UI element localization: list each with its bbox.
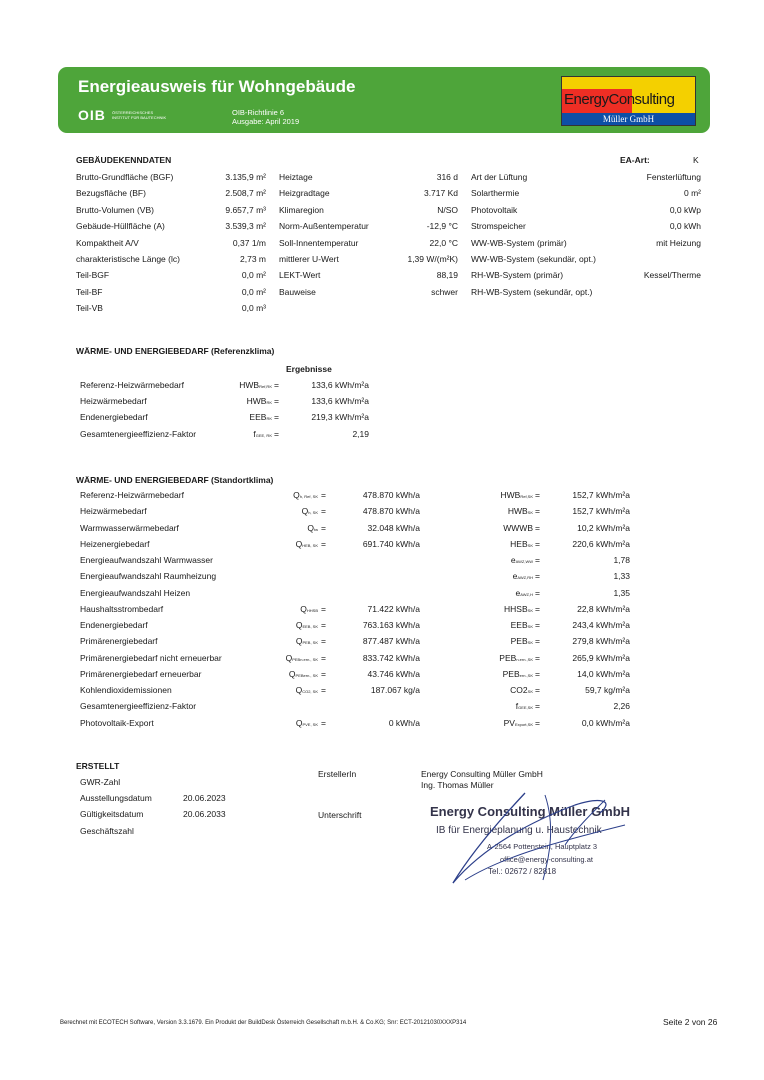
data-label: Stromspeicher: [471, 221, 526, 232]
result-label: Referenz-Heizwärmebedarf: [80, 380, 184, 390]
result-value: 219,3 kWh/m²a: [311, 412, 369, 423]
data-label: Heizgradtage: [279, 188, 330, 199]
q-symbol: Qh, SK: [301, 506, 318, 517]
q-symbol: QPEBn.ern., SK: [285, 652, 318, 663]
specific-value: 152,7 kWh/m²a: [572, 490, 630, 500]
data-label: Art der Lüftung: [471, 172, 528, 182]
result-symbol: HWBRK: [246, 396, 272, 407]
data-value: 3.135,9 m²: [225, 172, 266, 182]
data-value: 88,19: [436, 270, 458, 281]
specific-value: 265,9 kWh/m²a: [572, 652, 630, 663]
result-symbol: fGEE, RK: [253, 428, 272, 439]
q-symbol: QEEB, SK: [295, 620, 318, 630]
result-label: Heizwärmebedarf: [80, 396, 147, 407]
q-symbol: QHEB, SK: [295, 538, 318, 549]
equals-sign: =: [274, 412, 279, 423]
specific-symbol: eAWZ,WW: [510, 555, 533, 565]
specific-value: 1,35: [613, 587, 630, 598]
q-symbol: Qh, Ref, SK: [293, 490, 318, 500]
q-value: 0 kWh/a: [388, 717, 420, 728]
equals-sign: =: [535, 538, 540, 549]
equals-sign: =: [535, 620, 540, 630]
data-label: Teil-VB: [76, 303, 103, 314]
equals-sign: =: [535, 555, 540, 565]
result-label: Referenz-Heizwärmebedarf: [80, 490, 184, 500]
result-label: Haushaltsstrombedarf: [80, 603, 164, 614]
q-value: 763.163 kWh/a: [362, 620, 420, 630]
data-value: 0,0 m²: [241, 270, 266, 281]
equals-sign: =: [321, 603, 326, 614]
data-value: 0,0 kWp: [669, 204, 701, 215]
q-symbol: Qtw: [307, 522, 318, 533]
result-label: Heizwärmebedarf: [80, 506, 147, 517]
equals-sign: =: [321, 685, 326, 695]
page-number: Seite 2 von 26: [663, 1017, 718, 1027]
unterschrift-label: Unterschrift: [318, 810, 362, 820]
result-label: Primärenergiebedarf: [80, 636, 158, 647]
equals-sign: =: [535, 701, 540, 712]
ersteller-name: Energy Consulting Müller GmbH: [421, 769, 543, 779]
data-value: 9.657,7 m³: [225, 204, 266, 215]
ersteller-person: Ing. Thomas Müller: [421, 780, 494, 790]
result-label: Gesamtenergieeffizienz-Faktor: [80, 428, 197, 439]
specific-value: 152,7 kWh/m²a: [572, 506, 630, 517]
data-value: -12,9 °C: [426, 221, 458, 232]
data-label: Bauweise: [279, 286, 316, 297]
section-title-erstellt: ERSTELLT: [76, 761, 120, 771]
equals-sign: =: [274, 428, 279, 439]
data-value: 0 m²: [684, 188, 701, 199]
equals-sign: =: [274, 380, 279, 390]
equals-sign: =: [321, 490, 326, 500]
equals-sign: =: [535, 668, 540, 679]
erstellt-value: 20.06.2023: [183, 793, 226, 804]
result-value: 2,19: [352, 428, 369, 439]
result-value: 133,6 kWh/m²a: [311, 380, 369, 390]
specific-value: 0,0 kWh/m²a: [581, 717, 630, 728]
equals-sign: =: [535, 506, 540, 517]
ea-art-value: K: [693, 155, 699, 165]
data-label: charakteristische Länge (lc): [76, 254, 180, 264]
data-value: 22,0 °C: [429, 237, 458, 248]
data-label: RH-WB-System (sekundär, opt.): [471, 286, 593, 297]
result-label: Photovoltaik-Export: [80, 717, 154, 728]
specific-value: 279,8 kWh/m²a: [572, 636, 630, 647]
result-value: 133,6 kWh/m²a: [311, 396, 369, 407]
equals-sign: =: [535, 636, 540, 647]
q-value: 833.742 kWh/a: [362, 652, 420, 663]
data-label: WW-WB-System (primär): [471, 237, 567, 248]
q-value: 43.746 kWh/a: [367, 668, 420, 679]
company-logo: EnergyConsulting Müller GmbH: [561, 76, 696, 126]
data-value: 0,0 m²: [241, 286, 266, 297]
data-value: Kessel/Therme: [643, 270, 701, 281]
ergebnisse-heading: Ergebnisse: [286, 364, 332, 374]
data-value: schwer: [431, 286, 458, 297]
specific-value: 243,4 kWh/m²a: [572, 620, 630, 630]
result-label: Energieaufwandszahl Raumheizung: [80, 571, 217, 582]
specific-symbol: PEBSK: [510, 636, 533, 647]
specific-value: 59,7 kg/m²a: [585, 685, 630, 695]
data-value: 1,39 W/(m²K): [407, 254, 458, 264]
stamp-email: office@energy-consulting.at: [500, 855, 593, 864]
equals-sign: =: [535, 685, 540, 695]
q-value: 691.740 kWh/a: [362, 538, 420, 549]
result-label: Endenergiebedarf: [80, 620, 148, 630]
data-label: Brutto-Grundfläche (BGF): [76, 172, 174, 182]
specific-symbol: WWWB: [503, 522, 533, 533]
data-value: 2,73 m: [240, 254, 266, 264]
specific-value: 14,0 kWh/m²a: [577, 668, 630, 679]
data-value: 3.539,3 m²: [225, 221, 266, 232]
data-label: Heiztage: [279, 172, 313, 182]
specific-symbol: PVExport,SK: [503, 717, 533, 728]
specific-symbol: eAWZ,H: [515, 587, 533, 598]
equals-sign: =: [535, 652, 540, 663]
data-label: Kompaktheit A/V: [76, 237, 139, 248]
specific-symbol: eAWZ,RH: [512, 571, 533, 582]
erstellt-label: Geschäftszahl: [80, 825, 134, 836]
data-value: 2.508,7 m²: [225, 188, 266, 199]
result-label: Warmwasserwärmebedarf: [80, 522, 179, 533]
equals-sign: =: [535, 522, 540, 533]
specific-value: 1,78: [613, 555, 630, 565]
equals-sign: =: [535, 603, 540, 614]
data-value: mit Heizung: [656, 237, 701, 248]
oib-logo: OIB: [78, 107, 106, 123]
oib-institute: ÖSTERREICHISCHES INSTITUT FÜR BAUTECHNIK: [112, 110, 167, 120]
data-label: Gebäude-Hüllfläche (A): [76, 221, 165, 232]
q-value: 877.487 kWh/a: [362, 636, 420, 647]
data-label: Photovoltaik: [471, 204, 518, 215]
specific-symbol: HEBSK: [510, 538, 533, 549]
data-label: Norm-Außentemperatur: [279, 221, 369, 232]
stamp-address: A-2564 Pottenstein, Hauptplatz 3: [487, 842, 598, 851]
data-label: Brutto-Volumen (VB): [76, 204, 154, 215]
q-value: 32.048 kWh/a: [367, 522, 420, 533]
result-label: Gesamtenergieeffizienz-Faktor: [80, 701, 197, 712]
equals-sign: =: [321, 668, 326, 679]
data-value: 316 d: [436, 172, 458, 182]
data-label: Klimaregion: [279, 204, 324, 215]
equals-sign: =: [321, 717, 326, 728]
data-value: 0,37 1/m: [232, 237, 266, 248]
ersteller-label: ErstellerIn: [318, 769, 357, 779]
stamp-phone: Tel.: 02672 / 82818: [488, 867, 557, 876]
equals-sign: =: [321, 636, 326, 647]
result-label: Endenergiebedarf: [80, 412, 148, 423]
ea-art-label: EA-Art:: [620, 155, 650, 165]
result-label: Heizenergiebedarf: [80, 538, 150, 549]
data-label: LEKT-Wert: [279, 270, 321, 281]
equals-sign: =: [321, 652, 326, 663]
result-symbol: EEBRK: [249, 412, 272, 423]
data-label: Teil-BGF: [76, 270, 110, 281]
data-label: Bezugsfläche (BF): [76, 188, 146, 199]
q-symbol: QPEBern., SK: [288, 668, 318, 679]
specific-value: 22,8 kWh/m²a: [577, 603, 630, 614]
data-value: Fensterlüftung: [646, 172, 701, 182]
equals-sign: =: [321, 620, 326, 630]
stamp-line2: IB für Energieplanung u. Haustechnik: [436, 825, 602, 836]
handwritten-signature: [425, 785, 635, 890]
q-value: 478.870 kWh/a: [362, 506, 420, 517]
erstellt-label: Ausstellungsdatum: [80, 793, 152, 804]
data-value: 0,0 m³: [241, 303, 266, 314]
specific-value: 10,2 kWh/m²a: [577, 522, 630, 533]
equals-sign: =: [535, 490, 540, 500]
q-value: 187.067 kg/a: [370, 685, 420, 695]
section-title-referenzklima: WÄRME- UND ENERGIEBEDARF (Referenzklima): [76, 346, 275, 356]
result-label: Primärenergiebedarf nicht erneuerbar: [80, 652, 222, 663]
specific-symbol: PEBn.ern.,SK: [499, 652, 533, 663]
data-label: RH-WB-System (primär): [471, 270, 564, 281]
equals-sign: =: [535, 571, 540, 582]
equals-sign: =: [535, 717, 540, 728]
result-label: Kohlendioxidemissionen: [80, 685, 172, 695]
q-symbol: QPVE, SK: [295, 717, 318, 728]
q-value: 71.422 kWh/a: [367, 603, 420, 614]
q-symbol: QPEB, SK: [295, 636, 318, 647]
result-label: Energieaufwandszahl Warmwasser: [80, 555, 213, 565]
equals-sign: =: [274, 396, 279, 407]
erstellt-value: 20.06.2033: [183, 809, 226, 820]
footer-software-note: Berechnet mit ECOTECH Software, Version 3.3.1679. Ein Produkt der BuildDesk Österreich Gesellschaft m.b.H. & Co.KG; Snr: ECT-20121030XXXP314: [60, 1020, 467, 1026]
specific-symbol: HWBRef,SK: [500, 490, 533, 500]
erstellt-label: Gültigkeitsdatum: [80, 809, 144, 820]
section-title-standortklima: WÄRME- UND ENERGIEBEDARF (Standortklima): [76, 475, 274, 485]
equals-sign: =: [321, 522, 326, 533]
data-label: WW-WB-System (sekundär, opt.): [471, 254, 597, 264]
specific-symbol: CO2SK: [510, 685, 533, 695]
data-label: Solarthermie: [471, 188, 520, 199]
section-title-gebaeudekenndaten: GEBÄUDEKENNDATEN: [76, 155, 172, 165]
result-label: Primärenergiebedarf erneuerbar: [80, 668, 202, 679]
specific-symbol: HHSBSK: [504, 603, 533, 614]
data-value: N/SO: [437, 204, 458, 215]
data-label: Teil-BF: [76, 286, 103, 297]
result-label: Energieaufwandszahl Heizen: [80, 587, 191, 598]
document-title: Energieausweis für Wohngebäude: [78, 77, 356, 96]
equals-sign: =: [535, 587, 540, 598]
specific-symbol: fGEE,SK: [515, 701, 533, 712]
equals-sign: =: [321, 506, 326, 517]
data-value: 0,0 kWh: [669, 221, 701, 232]
specific-symbol: EEBSK: [510, 620, 533, 630]
q-value: 478.870 kWh/a: [362, 490, 420, 500]
data-value: 3.717 Kd: [423, 188, 458, 199]
specific-value: 1,33: [613, 571, 630, 582]
specific-symbol: HWBSK: [507, 506, 533, 517]
equals-sign: =: [321, 538, 326, 549]
result-symbol: HWBRef,RK: [239, 380, 272, 390]
q-symbol: QHHSB: [300, 603, 318, 614]
oib-richtlinie: OIB-Richtlinie 6 Ausgabe: April 2019: [232, 108, 300, 126]
data-label: Soll-Innentemperatur: [279, 237, 359, 248]
data-label: mittlerer U-Wert: [279, 254, 339, 264]
specific-symbol: PEBern.,SK: [502, 668, 533, 679]
erstellt-label: GWR-Zahl: [80, 777, 121, 787]
stamp-company: Energy Consulting Müller GmbH: [430, 804, 631, 819]
specific-value: 2,26: [613, 701, 630, 712]
q-symbol: QCO2, SK: [295, 685, 318, 695]
specific-value: 220,6 kWh/m²a: [572, 538, 630, 549]
